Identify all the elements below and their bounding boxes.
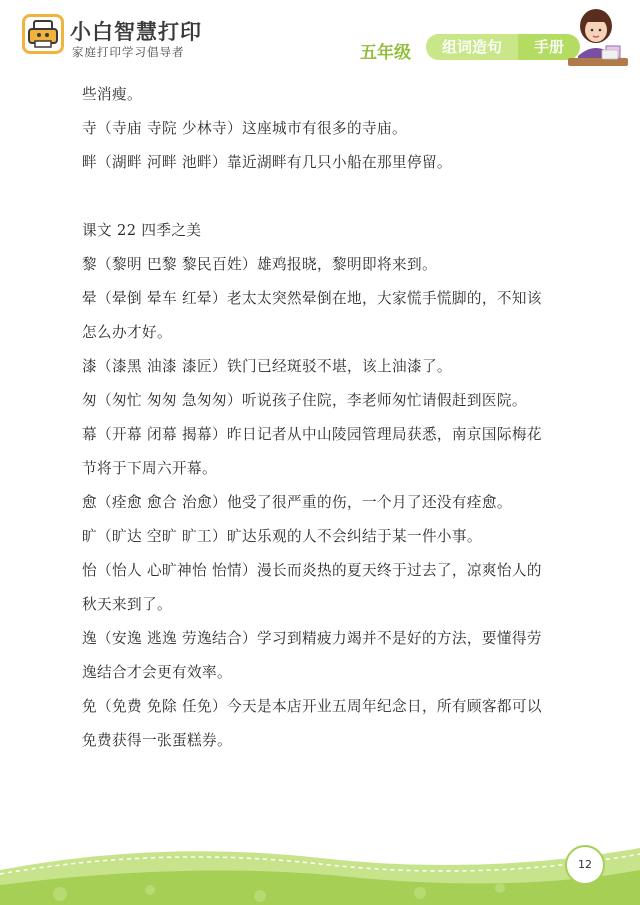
handbook-title-sub: 手册 bbox=[533, 38, 564, 56]
logo-icon bbox=[22, 14, 64, 54]
word-entry: 寺（寺庙 寺院 少林寺）这座城市有很多的寺庙。 bbox=[82, 120, 407, 137]
word-entry: 幕（开幕 闭幕 揭幕）昨日记者从中山陵园管理局获悉，南京国际梅花节将于下周六开幕。 bbox=[82, 426, 542, 477]
handbook-title-banner bbox=[426, 34, 580, 60]
word-entry: 旷（旷达 空旷 旷工）旷达乐观的人不会纠结于某一件小事。 bbox=[82, 528, 482, 545]
lesson-title: 课文 22 四季之美 bbox=[82, 222, 202, 239]
brand-name: 小白智慧打印 bbox=[70, 20, 202, 44]
word-entry: 漆（漆黑 油漆 漆匠）铁门已经斑驳不堪，该上油漆了。 bbox=[82, 358, 452, 375]
main-content bbox=[82, 78, 552, 758]
page-number: 12 bbox=[565, 845, 605, 885]
word-entry: 逸（安逸 逃逸 劳逸结合）学习到精疲力竭并不是好的方法，要懂得劳逸结合才会更有效率。 bbox=[82, 630, 542, 681]
handbook-title-main: 组词造句 bbox=[426, 34, 518, 60]
word-entry: 匆（匆忙 匆匆 急匆匆）听说孩子住院，李老师匆忙请假赶到医院。 bbox=[82, 392, 527, 409]
page-header bbox=[0, 0, 640, 80]
word-entry: 晕（晕倒 晕车 红晕）老太太突然晕倒在地，大家慌手慌脚的，不知该怎么办才好。 bbox=[82, 290, 542, 341]
word-entry: 怡（怡人 心旷神怡 怡情）漫长而炎热的夏天终于过去了，凉爽怡人的秋天来到了。 bbox=[82, 562, 542, 613]
grade-label: 五年级 bbox=[360, 43, 411, 63]
grass-footer-decoration bbox=[0, 830, 640, 905]
spacer bbox=[82, 180, 552, 214]
word-entry: 免（免费 免除 任免）今天是本店开业五周年纪念日，所有顾客都可以免费获得一张蛋糕券。 bbox=[82, 698, 542, 749]
text-line: 些消瘦。 bbox=[82, 86, 142, 103]
word-entry: 畔（湖畔 河畔 池畔）靠近湖畔有几只小船在那里停留。 bbox=[82, 154, 452, 171]
brand-slogan: 家庭打印学习倡导者 bbox=[72, 45, 185, 59]
word-entry: 黎（黎明 巴黎 黎民百姓）雄鸡报晓，黎明即将来到。 bbox=[82, 256, 437, 273]
word-entry: 愈（痊愈 愈合 治愈）他受了很严重的伤，一个月了还没有痊愈。 bbox=[82, 494, 512, 511]
girl-reading-illustration bbox=[566, 6, 630, 72]
